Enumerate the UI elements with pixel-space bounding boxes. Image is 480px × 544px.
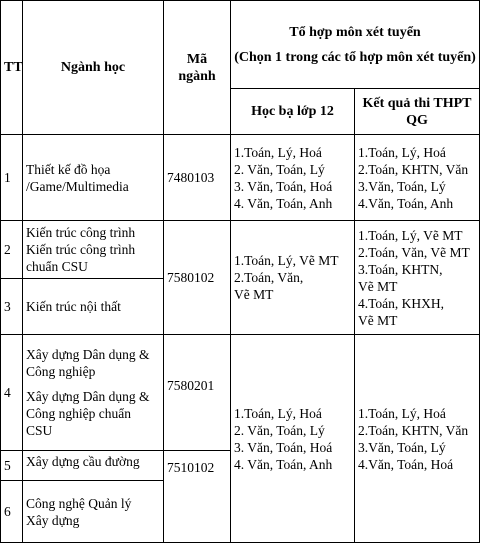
row-number: 2	[1, 221, 23, 279]
table-row-4	[1, 335, 480, 451]
major-name: Xây dựng cầu đường	[23, 451, 164, 481]
row-number: 6	[1, 481, 23, 543]
major-code: 7580102	[164, 221, 231, 335]
major-name: Thiết kế đồ họa /Game/Multimedia	[23, 135, 164, 221]
exam-combinations: 1.Toán, Lý, Hoá 2.Toán, KHTN, Văn 3.Văn, Toán, Lý 4.Văn, Toán, Hoá	[355, 335, 480, 543]
header-combination-title: Tổ hợp môn xét tuyển	[289, 24, 421, 40]
major-name: Công nghệ Quản lý Xây dựng	[23, 481, 164, 543]
row-number: 3	[1, 279, 23, 335]
exam-combinations: 1.Toán, Lý, Hoá 2.Toán, KHTN, Văn 3.Văn, Toán, Lý 4.Văn, Toán, Anh	[355, 135, 480, 221]
header-combination	[231, 1, 480, 89]
major-code: 7580201	[164, 335, 231, 451]
major-name: Xây dựng Dân dụng & Công nghiệp Xây dựng Dân dụng & Công nghiệp chuẩn CSU	[23, 335, 164, 451]
header-code: Mã ngành	[164, 1, 231, 135]
header-major: Ngành học	[23, 1, 164, 135]
row-number: 4	[1, 335, 23, 451]
major-code: 7480103	[164, 135, 231, 221]
transcript-combinations: 1.Toán, Lý, Hoá 2. Văn, Toán, Lý 3. Văn, Toán, Hoá 4. Văn, Toán, Anh	[231, 135, 355, 221]
header-row-1	[1, 1, 480, 89]
major-name: Kiến trúc nội thất	[23, 279, 164, 335]
table-row-2	[1, 221, 480, 279]
exam-combinations: 1.Toán, Lý, Vẽ MT 2.Toán, Văn, Vẽ MT 3.Toán, KHTN, Vẽ MT 4.Toán, KHXH, Vẽ MT	[355, 221, 480, 335]
transcript-combinations: 1.Toán, Lý, Hoá 2. Văn, Toán, Lý 3. Văn, Toán, Hoá 4. Văn, Toán, Anh	[231, 335, 355, 543]
header-transcript: Học bạ lớp 12	[231, 89, 355, 135]
major-name: Kiến trúc công trình Kiến trúc công trình chuẩn CSU	[23, 221, 164, 279]
table-row-1	[1, 135, 480, 221]
row-number: 5	[1, 451, 23, 481]
transcript-combinations: 1.Toán, Lý, Vẽ MT 2.Toán, Văn, Vẽ MT	[231, 221, 355, 335]
row-number: 1	[1, 135, 23, 221]
major-code: 7510102	[164, 451, 231, 543]
header-exam: Kết quả thi THPT QG	[355, 89, 480, 135]
header-tt: TT	[1, 1, 23, 135]
header-combination-note: (Chọn 1 trong các tổ hợp môn xét tuyển)	[234, 49, 476, 65]
